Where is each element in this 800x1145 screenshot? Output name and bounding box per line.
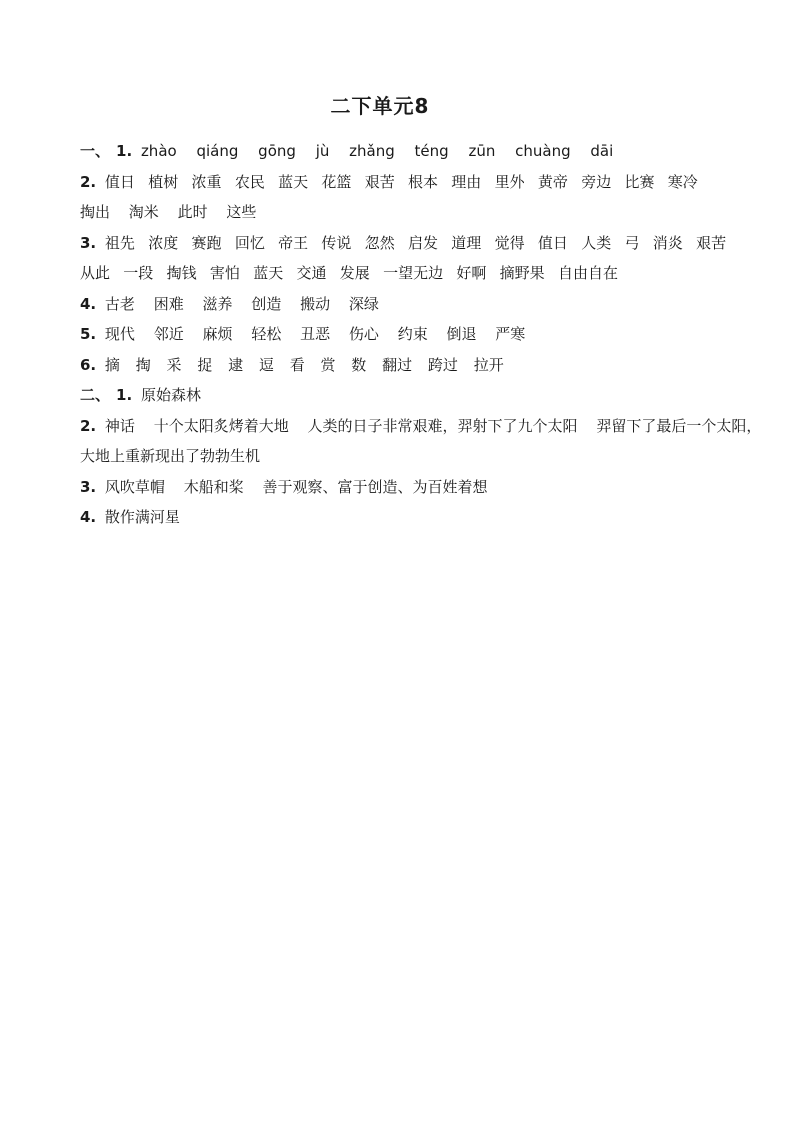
- word-item: 花篮: [321, 172, 352, 191]
- word-item: 跨过: [427, 355, 458, 374]
- word-item: 弓: [624, 233, 640, 252]
- s1-q6-number: 6.: [80, 355, 97, 374]
- s1-q3-word-list-cont: [80, 264, 626, 282]
- word-item: 赏: [320, 355, 336, 374]
- answer-content: [80, 136, 762, 533]
- section-1-heading: 一、: [80, 142, 111, 160]
- word-item: 祖先: [104, 233, 135, 252]
- pinyin-item: téng: [414, 142, 449, 160]
- pinyin-item: zūn: [468, 142, 496, 160]
- word-item: 农民: [234, 172, 265, 191]
- word-item: 约束: [397, 325, 428, 343]
- s1-q2-line1: [80, 167, 730, 198]
- word-item: 滋养: [202, 294, 233, 313]
- word-item: 搬动: [300, 294, 331, 313]
- word-item: 觉得: [494, 233, 525, 252]
- word-item: 摘野果: [499, 264, 545, 282]
- word-item: 采: [166, 355, 182, 374]
- word-item: 从此: [80, 264, 111, 282]
- word-item: 浓度: [148, 233, 179, 252]
- word-item: 发展: [339, 264, 370, 282]
- s2-q4-answer: 散作满河星: [104, 508, 180, 526]
- word-item: 一望无边: [383, 264, 444, 282]
- word-item: 现代: [104, 325, 135, 343]
- page-title: 二下单元8: [330, 94, 430, 118]
- s1-q3-number: 3.: [80, 233, 97, 252]
- word-item: 逮: [228, 355, 244, 374]
- phrase-item: 善于观察、富于创造、为百姓着想: [262, 477, 488, 496]
- s1-q6-word-list: [105, 356, 515, 374]
- word-item: 拉开: [473, 355, 504, 374]
- word-item: 掏钱: [166, 264, 197, 282]
- word-item: 黄帝: [537, 172, 568, 191]
- word-item: 帝王: [278, 233, 309, 252]
- pinyin-item: zhǎng: [349, 142, 395, 160]
- s1-q1-number: 1.: [116, 142, 133, 160]
- s1-q6-line: [80, 350, 730, 381]
- pinyin-item: zhào: [140, 142, 177, 160]
- s1-q2-word-list-cont: [80, 203, 270, 221]
- phrase-item: 神话: [104, 416, 135, 435]
- word-item: 邻近: [153, 325, 184, 343]
- s2-q4-number: 4.: [80, 508, 97, 526]
- word-item: 值日: [537, 233, 568, 252]
- s2-q3-phrase-list: [105, 478, 502, 496]
- word-item: 这些: [226, 203, 257, 221]
- word-item: 一段: [123, 264, 154, 282]
- s2-q2-line1: [80, 411, 762, 442]
- word-item: 看: [289, 355, 305, 374]
- word-item: 比赛: [624, 172, 655, 191]
- word-item: 丑恶: [300, 325, 331, 343]
- word-item: 好啊: [456, 264, 487, 282]
- s1-q1-line: [80, 136, 730, 167]
- s1-q2-number: 2.: [80, 172, 97, 191]
- word-item: 传说: [321, 233, 352, 252]
- word-item: 逗: [258, 355, 274, 374]
- word-item: 捉: [197, 355, 213, 374]
- word-item: 道理: [451, 233, 482, 252]
- pinyin-item: qiáng: [196, 142, 239, 160]
- pinyin-item: dāi: [590, 142, 614, 160]
- section-2-heading: 二、: [80, 386, 111, 404]
- word-item: 严寒: [495, 325, 526, 343]
- s2-q1-number: 1.: [116, 386, 133, 404]
- word-item: 消炎: [652, 233, 683, 252]
- s1-q3-line1: [80, 228, 730, 259]
- word-item: 倒退: [446, 325, 477, 343]
- word-item: 寒冷: [667, 172, 698, 191]
- phrase-item: 十个太阳炙烤着大地: [153, 416, 289, 435]
- pinyin-item: gōng: [258, 142, 296, 160]
- s1-q5-number: 5.: [80, 325, 97, 343]
- s2-q2-number: 2.: [80, 416, 97, 435]
- word-item: 交通: [296, 264, 327, 282]
- word-item: 麻烦: [202, 325, 233, 343]
- word-item: 害怕: [209, 264, 240, 282]
- s1-q3-line2: [80, 258, 730, 289]
- word-item: 困难: [153, 294, 184, 313]
- word-item: 深绿: [348, 294, 379, 313]
- s1-q2-word-list: [105, 173, 706, 191]
- s2-q3-number: 3.: [80, 477, 97, 496]
- word-item: 掏出: [80, 203, 111, 221]
- word-item: 蓝天: [253, 264, 284, 282]
- s2-q3-line: [80, 472, 730, 503]
- pinyin-item: jù: [315, 142, 330, 160]
- word-item: 蓝天: [278, 172, 309, 191]
- word-item: 艰苦: [696, 233, 727, 252]
- s2-q1-answer: 原始森林: [140, 386, 201, 404]
- s1-q2-line2: [80, 197, 730, 228]
- phrase-item: 风吹草帽: [104, 477, 165, 496]
- s1-q5-line: [80, 319, 730, 350]
- word-item: 浓重: [191, 172, 222, 191]
- word-item: 掏: [135, 355, 151, 374]
- s1-q1-pinyin-list: [141, 142, 628, 160]
- s2-q2-phrase-list: [105, 417, 761, 435]
- word-item: 根本: [408, 172, 439, 191]
- word-item: 艰苦: [364, 172, 395, 191]
- word-item: 此时: [177, 203, 208, 221]
- word-item: 人类: [581, 233, 612, 252]
- s2-q2-answer-cont: 大地上重新现出了勃勃生机: [80, 447, 261, 465]
- s1-q4-number: 4.: [80, 294, 97, 313]
- word-item: 忽然: [364, 233, 395, 252]
- word-item: 回忆: [234, 233, 265, 252]
- s2-q1-line: [80, 380, 730, 411]
- pinyin-item: chuàng: [515, 142, 571, 160]
- word-item: 轻松: [251, 325, 282, 343]
- word-item: 创造: [251, 294, 282, 313]
- word-item: 里外: [494, 172, 525, 191]
- s2-q2-line2: [80, 441, 730, 472]
- word-item: 旁边: [581, 172, 612, 191]
- phrase-item: 木船和桨: [183, 477, 244, 496]
- word-item: 淘米: [128, 203, 159, 221]
- s1-q4-line: [80, 289, 730, 320]
- phrase-item: 羿留下了最后一个太阳，: [596, 416, 762, 435]
- word-item: 值日: [104, 172, 135, 191]
- word-item: 古老: [104, 294, 135, 313]
- word-item: 自由自在: [557, 264, 618, 282]
- s1-q3-word-list: [105, 234, 735, 252]
- word-item: 理由: [451, 172, 482, 191]
- s1-q4-word-list: [105, 295, 393, 313]
- s1-q5-word-list: [105, 325, 539, 343]
- word-item: 启发: [408, 233, 439, 252]
- s2-q4-line: [80, 502, 730, 533]
- word-item: 伤心: [348, 325, 379, 343]
- word-item: 翻过: [382, 355, 413, 374]
- word-item: 摘: [104, 355, 120, 374]
- phrase-item: 人类的日子非常艰难，羿射下了九个太阳: [307, 416, 578, 435]
- word-item: 数: [351, 355, 367, 374]
- word-item: 植树: [148, 172, 179, 191]
- word-item: 赛跑: [191, 233, 222, 252]
